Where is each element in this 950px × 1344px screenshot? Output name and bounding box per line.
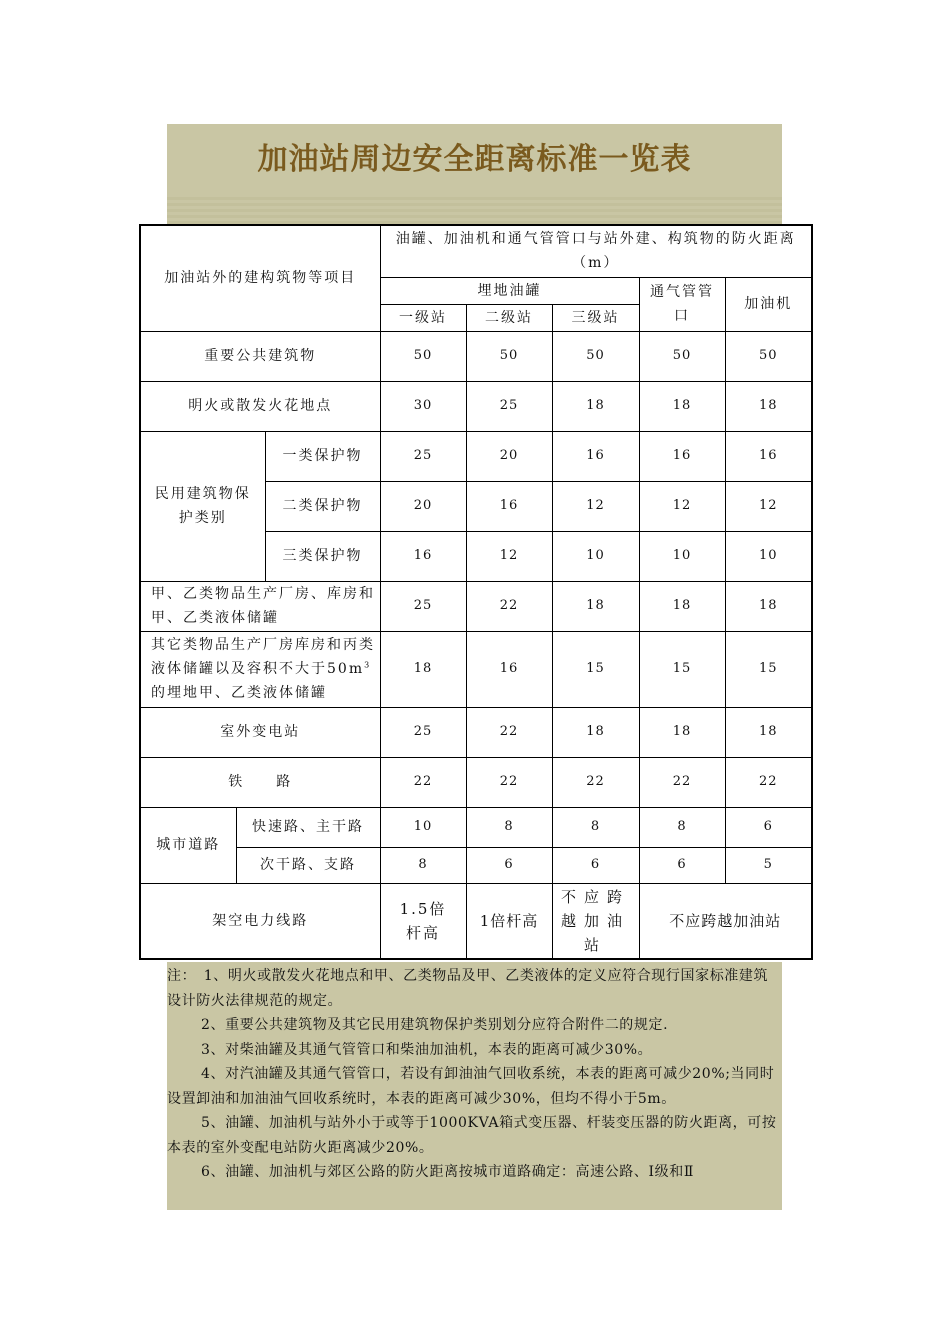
header-vent: 通气管管口	[639, 277, 725, 331]
row-label: 三类保护物	[265, 531, 380, 581]
cell: 16	[380, 531, 466, 581]
table-row	[140, 631, 812, 707]
row-label: 重要公共建筑物	[140, 331, 380, 381]
header-group-label: 油罐、加油机和通气管管口与站外建、构筑物的防火距离（m）	[380, 225, 812, 277]
cell: 22	[639, 757, 725, 807]
cell: 8	[639, 807, 725, 847]
cell: 22	[466, 707, 552, 757]
cell: 18	[552, 581, 639, 631]
row-label: 甲、乙类物品生产厂房、库房和甲、乙类液体储罐	[140, 581, 380, 631]
note-item: 注： 1、明火或散发火花地点和甲、乙类物品及甲、乙类液体的定义应符合现行国家标准建筑设计防火法律规范的规定。	[167, 968, 769, 1009]
note-item: 3、对柴油罐及其通气管管口和柴油加油机，本表的距离可减少30%。	[201, 1041, 653, 1058]
cell: 16	[466, 631, 552, 707]
cell: 25	[380, 581, 466, 631]
row-label: 二类保护物	[265, 481, 380, 531]
cell: 8	[466, 807, 552, 847]
row-label-text: 其它类物品生产厂房库房和丙类液体储罐以及容积不大于50m	[151, 637, 375, 677]
page-title: 加油站周边安全距离标准一览表	[257, 142, 692, 177]
cell: 18	[725, 581, 812, 631]
cell: 18	[639, 381, 725, 431]
header-dispenser: 加油机	[725, 277, 812, 331]
cell: 15	[725, 631, 812, 707]
cell: 18	[552, 381, 639, 431]
cell: 18	[380, 631, 466, 707]
cell: 6	[552, 847, 639, 883]
cell: 6	[466, 847, 552, 883]
table-row	[140, 331, 812, 381]
header-level2: 二级站	[466, 304, 552, 331]
cell: 50	[466, 331, 552, 381]
row-label: 室外变电站	[140, 707, 380, 757]
cell: 10	[725, 531, 812, 581]
header-level1: 一级站	[380, 304, 466, 331]
cell: 10	[552, 531, 639, 581]
cell: 50	[552, 331, 639, 381]
cell: 18	[552, 707, 639, 757]
cell: 16	[466, 481, 552, 531]
cell: 12	[552, 481, 639, 531]
cell: 10	[639, 531, 725, 581]
cell: 50	[725, 331, 812, 381]
note-item: 4、对汽油罐及其通气管管口，若设有卸油油气回收系统，本表的距离可减少20%;当同时设置卸油和加油油气回收系统时，本表的距离可减少30%，但均不得小于5m。	[167, 1066, 775, 1107]
cell: 15	[552, 631, 639, 707]
row-label	[140, 631, 380, 707]
distance-table	[139, 224, 813, 960]
cell: 16	[552, 431, 639, 481]
cell: 10	[380, 807, 466, 847]
cell: 8	[380, 847, 466, 883]
row-label: 铁 路	[140, 757, 380, 807]
row-label: 一类保护物	[265, 431, 380, 481]
cell: 22	[466, 581, 552, 631]
header-buried-tank: 埋地油罐	[380, 277, 639, 304]
superscript: 3	[364, 660, 372, 670]
row-label: 架空电力线路	[140, 883, 380, 959]
cell: 6	[639, 847, 725, 883]
cell: 1.5倍杆高	[380, 883, 466, 959]
cell: 50	[380, 331, 466, 381]
cell: 6	[725, 807, 812, 847]
cell: 12	[725, 481, 812, 531]
cell: 20	[466, 431, 552, 481]
cell: 18	[725, 707, 812, 757]
row-label: 次干路、支路	[236, 847, 380, 883]
cell: 12	[639, 481, 725, 531]
cell: 18	[639, 581, 725, 631]
table-row	[140, 807, 812, 847]
cell: 5	[725, 847, 812, 883]
cell: 15	[639, 631, 725, 707]
cell: 25	[466, 381, 552, 431]
cell: 16	[725, 431, 812, 481]
note-item: 6、油罐、加油机与郊区公路的防火距离按城市道路确定：高速公路、Ⅰ级和Ⅱ	[201, 1164, 694, 1180]
cell: 20	[380, 481, 466, 531]
cell: 不应跨越加油站	[552, 883, 639, 959]
title-band	[167, 124, 782, 224]
table-row	[140, 757, 812, 807]
cell: 8	[552, 807, 639, 847]
cell: 22	[380, 757, 466, 807]
notes-block	[167, 962, 782, 1210]
cell: 50	[639, 331, 725, 381]
row-group-label: 城市道路	[140, 807, 236, 883]
row-label: 快速路、主干路	[236, 807, 380, 847]
cell: 22	[466, 757, 552, 807]
table-row	[140, 381, 812, 431]
cell: 18	[639, 707, 725, 757]
cell: 不应跨越加油站	[639, 883, 812, 959]
cell: 25	[380, 431, 466, 481]
row-group-label: 民用建筑物保护类别	[140, 431, 265, 581]
header-level3: 三级站	[552, 304, 639, 331]
table-row	[140, 581, 812, 631]
table-row	[140, 847, 812, 883]
cell: 1倍杆高	[466, 883, 552, 959]
cell: 25	[380, 707, 466, 757]
note-item: 2、重要公共建筑物及其它民用建筑物保护类别划分应符合附件二的规定.	[201, 1017, 669, 1033]
cell: 16	[639, 431, 725, 481]
note-item: 5、油罐、加油机与站外小于或等于1000KVA箱式变压器、杆装变压器的防火距离，可按本表的室外变配电站防火距离减少20%。	[167, 1115, 777, 1156]
header-item-label: 加油站外的建构筑物等项目	[140, 225, 380, 331]
row-label-text: 的埋地甲、乙类液体储罐	[151, 685, 327, 701]
cell: 18	[725, 381, 812, 431]
cell: 30	[380, 381, 466, 431]
table-row	[140, 431, 812, 481]
table-row	[140, 883, 812, 959]
cell: 22	[552, 757, 639, 807]
cell: 22	[725, 757, 812, 807]
table-row	[140, 707, 812, 757]
title-band-stripes	[167, 194, 782, 224]
row-label: 明火或散发火花地点	[140, 381, 380, 431]
cell: 12	[466, 531, 552, 581]
